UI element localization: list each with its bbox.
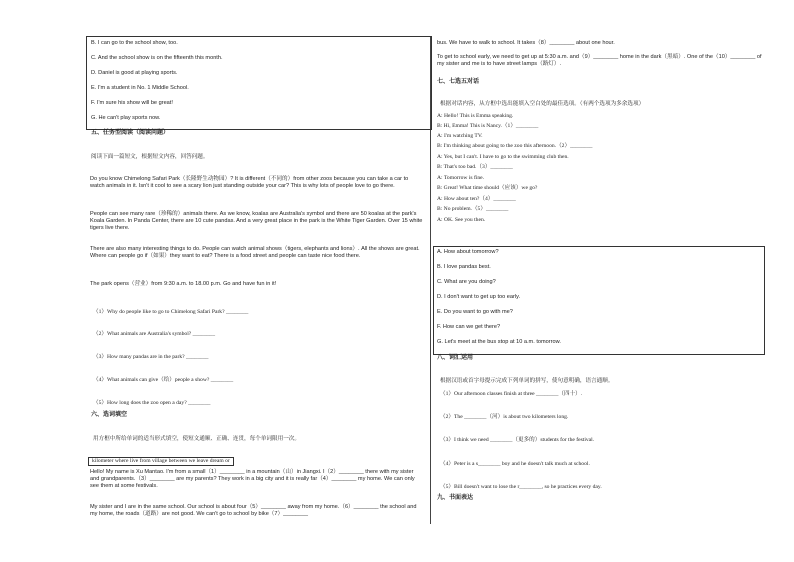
- option-b: B. I can go to the school show, too.: [91, 40, 178, 46]
- vocab-1: （1）Our afternoon classes finish at three ________（四十）.: [440, 391, 583, 397]
- dialogue-option-f: F. How can we get there?: [437, 324, 501, 330]
- option-d: D. Daniel is good at playing sports.: [91, 70, 178, 76]
- question-5: （5）How long does the zoo open a day? ________: [93, 400, 211, 406]
- dialogue-option-b: B. I love pandas best.: [437, 264, 491, 270]
- option-g: G. He can't play sports now.: [91, 115, 161, 121]
- question-3: （3）How many pandas are in the park? ________: [93, 354, 209, 360]
- dialogue-option-e: E. Do you want to go with me?: [437, 309, 513, 315]
- option-e: E. I'm a student in No. 1 Middle School.: [91, 85, 189, 91]
- section-5-title: 五、任务型阅读（阅读问题）: [91, 130, 170, 136]
- vocab-3: （3）I think we need ________（更多的）students for the festival.: [440, 437, 595, 443]
- dialogue-line-11: A: OK. See you then.: [437, 217, 486, 223]
- section-5-instruction: 阅读下面一篇短文，根据短文内容，回答问题。: [91, 154, 209, 160]
- section-6-instruction: 用方框中所给单词的适当形式填空，使短文通顺、正确、连贯，每个单词限用一次。: [93, 436, 300, 442]
- dialogue-option-d: D. I don't want to get up too early.: [437, 294, 521, 300]
- passage-paragraph-3: There are also many interesting things to do. People can watch animal shows（tigers, elephants and lions）. All the shows are great. Where can people go if（如果）they want to eat? There is a food street and people can taste nice food there.: [90, 246, 420, 259]
- question-2: （2）What animals are Australia's symbol? ________: [93, 331, 216, 337]
- section-6-title: 六、选词填空: [91, 412, 128, 418]
- dialogue-line-1: A: Hello! This is Emma speaking.: [437, 113, 514, 119]
- question-4: （4）What animals can give（给）people a show? ________: [93, 377, 234, 383]
- dialogue-line-5: A: Yes, but I can't. I have to go to the swimming club then.: [437, 154, 569, 160]
- section-7-instruction: 根据对话内容，从方框中选出能填入空白处的最佳选项。（有两个选项为多余选项）: [440, 101, 645, 107]
- section-9-title: 九、书面表达: [437, 495, 474, 501]
- dialogue-line-9: A: How about ten?（4）________: [437, 196, 516, 202]
- vocab-2: （2）The ________（河）is about two kilometers long.: [440, 414, 569, 420]
- word-box: kilometer where live from village between we leave dream or: [88, 457, 234, 466]
- vocab-5: （5）Bill doesn't want to lose the r________, so he practices every day.: [440, 484, 602, 490]
- cloze-paragraph-1: Hello! My name is Xu Mantao. I'm from a small（1）________ in a mountain（山）in Jiangxi. I（2）________ there with my sister and grandparents.（3）________ are my parents? They work in a big city and it is really far（4）________ my home. We can only see them at some festivals.: [90, 469, 415, 489]
- dialogue-line-8: B: Great! What time should（应该）we go?: [437, 185, 538, 191]
- section-7-title: 七、七选五对话: [437, 79, 480, 85]
- section-8-title: 八、词汇运用: [437, 355, 474, 361]
- dialogue-option-c: C. What are you doing?: [437, 279, 496, 285]
- option-c: C. And the school show is on the fifteenth this month.: [91, 55, 223, 61]
- passage-paragraph-2: People can see many rare（珍稀的）animals there. As we know, koalas are Australia's symbol and there are 50 koalas at the park's Koala Garden. In Panda Center, there are 10 cute pandas. And a very great place in the park is the White Tiger Garden. Over 15 white tigers live there.: [90, 211, 423, 231]
- vocab-4: （4）Peter is a s________ boy and he doesn't talk much at school.: [440, 461, 590, 467]
- cloze-cont-1: bus. We have to walk to school. It takes（8）________ about one hour.: [437, 40, 615, 46]
- dialogue-line-4: B: I'm thinking about going to the zoo this afternoon.（2）________: [437, 143, 593, 149]
- dialogue-line-3: A: I'm watching TV.: [437, 133, 483, 139]
- cloze-cont-2: To get to school early, we need to get up at 5:30 a.m. and（9）________ home in the dark（黑暗）. One of the（10）________ of my sister and me is to have street lamps（路灯）.: [437, 54, 762, 67]
- dialogue-line-6: B: That's too bad.（3）________: [437, 164, 513, 170]
- passage-paragraph-4: The park opens（营业）from 9:30 a.m. to 18.00 p.m. Go and have fun in it!: [90, 281, 277, 287]
- section-8-instruction: 根据汉语或首字母提示完成下列单词的拼写，使句意明确，语言通顺。: [440, 378, 614, 384]
- dialogue-line-7: A: Tomorrow is fine.: [437, 175, 485, 181]
- cloze-paragraph-2: My sister and I are in the same school. Our school is about four（5）________ away from my home.（6）________ the school and my home, the roads（道路）are not good. We can't go to school by bike（7）________: [90, 504, 417, 517]
- passage-paragraph-1: Do you know Chimelong Safari Park（长隆野生动物园）? It is different（不同的）from other zoos because you can take a car to watch animals in it. Isn't it cool to see a scary lion just standing outside your car? This is why lots of people love to go there.: [90, 176, 409, 189]
- dialogue-line-2: B: Hi, Emma! This is Nancy.（1）________: [437, 123, 539, 129]
- dialogue-line-10: B: No problem.（5）________: [437, 206, 509, 212]
- dialogue-option-a: A. How about tomorrow?: [437, 249, 499, 255]
- option-f: F. I'm sure his show will be great!: [91, 100, 173, 106]
- question-1: （1）Why do people like to go to Chimelong Safari Park? ________: [93, 309, 249, 315]
- dialogue-option-g: G. Let's meet at the bus stop at 10 a.m. tomorrow.: [437, 339, 561, 345]
